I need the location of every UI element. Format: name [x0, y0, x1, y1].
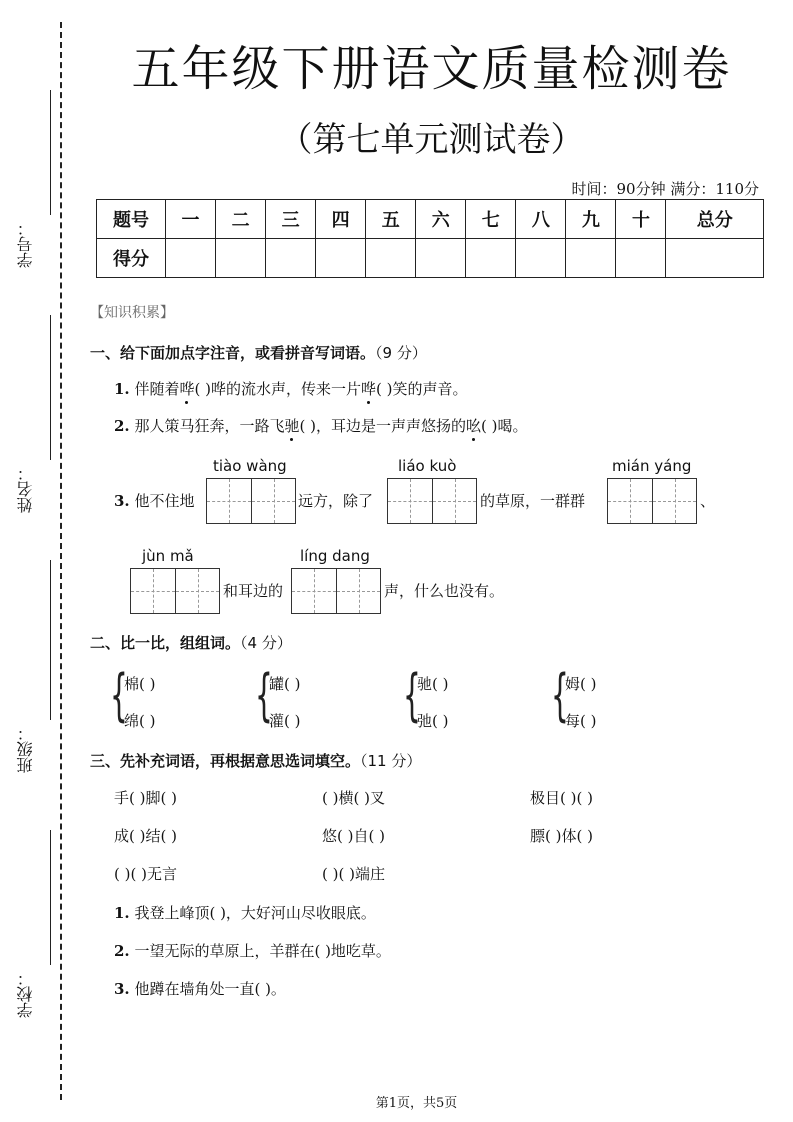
score-cell[interactable] — [366, 239, 416, 278]
writing-grid-lingdang[interactable] — [291, 568, 381, 614]
q1-line-1-num: 1. — [114, 380, 130, 398]
grid-cell[interactable] — [336, 569, 380, 613]
writing-grid-liaokuo[interactable] — [387, 478, 477, 524]
q3-sentence-2-text[interactable]: 一望无际的草原上，羊群在( )地吃草。 — [134, 942, 391, 960]
q3-title-text: 三、先补充词语，再根据意思选词填空。 — [90, 752, 361, 770]
name-label: 姓名： — [16, 465, 35, 513]
grid-cell[interactable] — [175, 569, 219, 613]
time-info: 时间：90分钟 满分：110分 — [571, 180, 759, 198]
q1-line-3-text-a: 他不住地 — [134, 492, 195, 510]
grid-cell[interactable] — [207, 479, 251, 523]
name-field[interactable] — [14, 315, 58, 515]
q2-pair-3-top[interactable]: 驰( ) — [417, 675, 449, 693]
score-col-2: 二 — [216, 200, 266, 239]
q1-line-4-text-b: 声，什么也没有。 — [384, 582, 505, 600]
q1-line-2-text-c[interactable]: ( )喝。 — [480, 417, 528, 435]
score-cell[interactable] — [416, 239, 466, 278]
grid-cell[interactable] — [388, 479, 432, 523]
q3-idiom-r3-2[interactable]: ( )( )端庄 — [322, 865, 385, 883]
q1-line-4-text-a: 和耳边的 — [223, 582, 284, 600]
q2-title-text: 二、比一比，组组词。 — [90, 634, 241, 652]
q3-sentence-1 — [114, 902, 376, 923]
score-col-7: 七 — [466, 200, 516, 239]
brace-4: { — [551, 663, 569, 728]
writing-grid-tiaowang[interactable] — [206, 478, 296, 524]
page-subtitle: （第七单元测试卷） — [278, 120, 585, 160]
q1-line-1-dotted-char: 哗 — [179, 380, 195, 398]
q3-title — [90, 750, 421, 771]
writing-grid-mianyang[interactable] — [607, 478, 697, 524]
pinyin-mianyang: mián yáng — [612, 457, 692, 475]
q2-pair-2-top[interactable]: 罐( ) — [269, 675, 301, 693]
q3-sentence-3-num: 3. — [114, 980, 130, 998]
pinyin-liaokuo: liáo kuò — [398, 457, 457, 475]
q3-idiom-r2-3[interactable]: 膘( )体( ) — [530, 827, 593, 845]
q1-line-2-text-a: 那人策马狂奔，一路飞 — [134, 417, 285, 435]
score-cell[interactable] — [316, 239, 366, 278]
score-cell[interactable] — [166, 239, 216, 278]
q2-pair-4-top[interactable]: 姆( ) — [565, 675, 597, 693]
grid-cell[interactable] — [652, 479, 696, 523]
name-line — [50, 315, 51, 460]
class-field[interactable] — [14, 560, 58, 780]
pinyin-junma: jùn mǎ — [142, 547, 194, 565]
score-col-3: 三 — [266, 200, 316, 239]
q1-line-3-text-c: 的草原，一群群 — [480, 492, 586, 510]
student-id-label: 学号： — [16, 220, 35, 268]
q2-pair-1-bottom[interactable]: 绵( ) — [124, 712, 156, 730]
score-cell[interactable] — [466, 239, 516, 278]
q3-sentence-1-num: 1. — [114, 904, 130, 922]
q1-line-3-num: 3. — [114, 492, 130, 510]
brace-2: { — [255, 663, 273, 728]
school-label: 学校： — [16, 970, 35, 1018]
q2-points: （4 分） — [240, 634, 292, 652]
q1-line-3-text-d: 、 — [700, 492, 716, 510]
category-label: 【知识积累】 — [90, 305, 174, 321]
q2-pair-2-bottom[interactable]: 灌( ) — [269, 712, 301, 730]
q3-idiom-r3-1[interactable]: ( )( )无言 — [114, 865, 177, 883]
q3-sentence-1-text[interactable]: 我登上峰顶( )，大好河山尽收眼底。 — [134, 904, 376, 922]
pinyin-lingdang: líng dang — [300, 547, 370, 565]
score-col-4: 四 — [316, 200, 366, 239]
q3-idiom-r1-1[interactable]: 手( )脚( ) — [114, 789, 177, 807]
q3-sentence-3 — [114, 978, 286, 999]
q1-line-3-text-b: 远方，除了 — [298, 492, 374, 510]
score-col-9: 九 — [566, 200, 616, 239]
grid-cell[interactable] — [432, 479, 476, 523]
q2-pair-4-bottom[interactable]: 每( ) — [565, 712, 597, 730]
grid-cell[interactable] — [608, 479, 652, 523]
q1-line-1-text-b[interactable]: ( )哗的流水声，传来一片 — [194, 380, 361, 398]
q1-line-2-text-b[interactable]: ( )，耳边是一声声悠扬的 — [299, 417, 466, 435]
grid-cell[interactable] — [251, 479, 295, 523]
score-cell[interactable] — [666, 239, 764, 278]
score-col-8: 八 — [516, 200, 566, 239]
school-field[interactable] — [14, 830, 58, 1030]
brace-3: { — [403, 663, 421, 728]
writing-grid-junma[interactable] — [130, 568, 220, 614]
score-col-10: 十 — [616, 200, 666, 239]
page-footer: 第1页，共5页 — [375, 1096, 458, 1111]
score-col-5: 五 — [366, 200, 416, 239]
page-title: 五年级下册语文质量检测卷 — [131, 41, 732, 97]
binding-dashed-line — [60, 22, 62, 1100]
score-cell[interactable] — [566, 239, 616, 278]
q1-title — [90, 342, 427, 363]
q1-line-1 — [114, 378, 467, 399]
score-col-6: 六 — [416, 200, 466, 239]
score-cell[interactable] — [616, 239, 666, 278]
q1-points: （9 分） — [375, 344, 427, 362]
grid-cell[interactable] — [292, 569, 336, 613]
q1-title-text: 一、给下面加点字注音，或看拼音写词语。 — [90, 344, 376, 362]
class-label: 班级： — [16, 725, 35, 773]
q1-line-3-num-and-text — [114, 490, 194, 511]
q1-line-2-num: 2. — [114, 417, 130, 435]
score-table-row2-label: 得分 — [97, 239, 166, 278]
school-line — [50, 830, 51, 965]
score-cell[interactable] — [216, 239, 266, 278]
grid-cell[interactable] — [131, 569, 175, 613]
score-table — [96, 199, 764, 278]
score-table-score-row — [97, 239, 764, 278]
q1-line-2-dotted-char: 驰 — [284, 417, 300, 435]
pinyin-tiaowang: tiào wàng — [213, 457, 287, 475]
score-table-header-row — [97, 200, 764, 239]
q3-idiom-r1-3[interactable]: 极目( )( ) — [530, 789, 593, 807]
q1-line-2 — [114, 415, 527, 436]
q3-sentence-2 — [114, 940, 391, 961]
q1-line-1-dotted-char-2: 哗 — [360, 380, 376, 398]
score-cell[interactable] — [516, 239, 566, 278]
score-table-row1-label: 题号 — [97, 200, 166, 239]
q1-line-1-text-a: 伴随着 — [134, 380, 180, 398]
q2-pair-3-bottom[interactable]: 弛( ) — [417, 712, 449, 730]
q2-title — [90, 632, 292, 653]
q3-sentence-3-text[interactable]: 他蹲在墙角处一直( )。 — [134, 980, 286, 998]
q3-sentence-2-num: 2. — [114, 942, 130, 960]
class-line — [50, 560, 51, 720]
score-col-total: 总分 — [666, 200, 764, 239]
q3-points: （11 分） — [360, 752, 422, 770]
q3-idiom-r1-2[interactable]: ( )横( )叉 — [322, 789, 385, 807]
q3-idiom-r2-2[interactable]: 悠( )自( ) — [322, 827, 385, 845]
score-col-1: 一 — [166, 200, 216, 239]
score-cell[interactable] — [266, 239, 316, 278]
brace-1: { — [110, 663, 128, 728]
q1-line-2-dotted-char-2: 吆 — [465, 417, 481, 435]
q2-pair-1-top[interactable]: 棉( ) — [124, 675, 156, 693]
q1-line-1-text-c[interactable]: ( )笑的声音。 — [375, 380, 468, 398]
q3-idiom-r2-1[interactable]: 成( )结( ) — [114, 827, 177, 845]
